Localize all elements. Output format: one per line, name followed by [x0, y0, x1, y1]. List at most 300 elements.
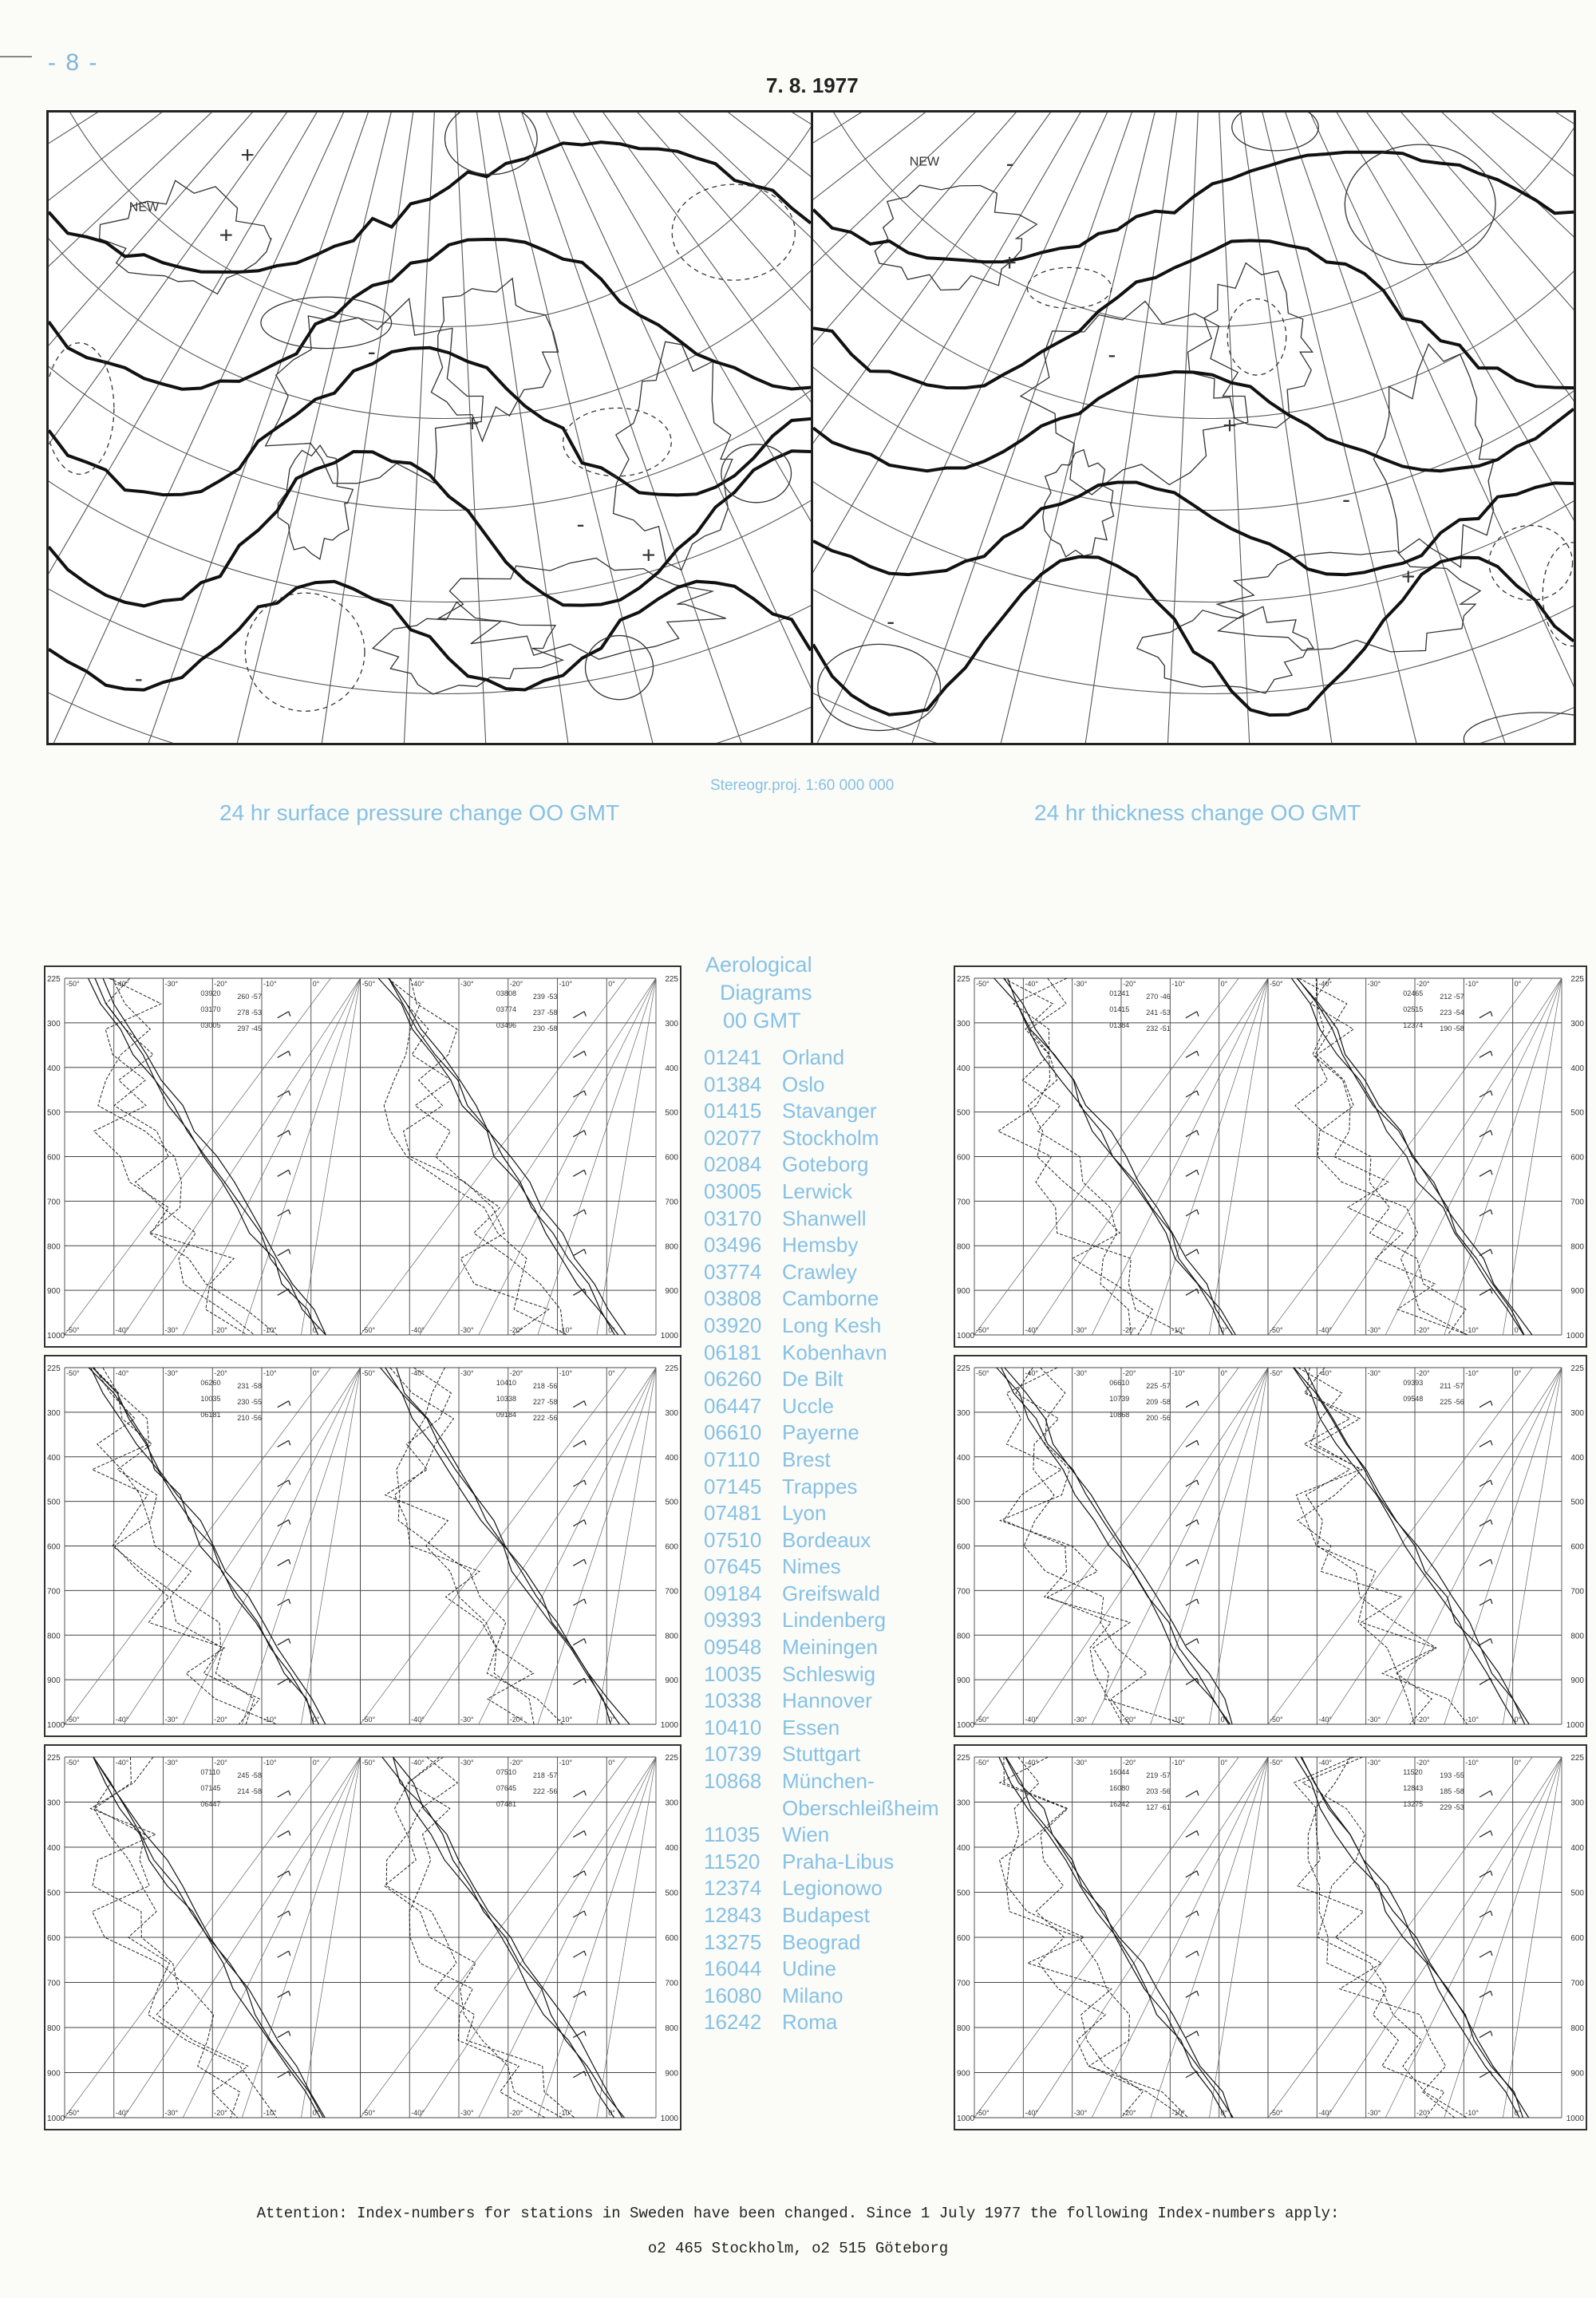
wind-barb — [1479, 1791, 1491, 1797]
wind-barb — [573, 1791, 584, 1797]
wind-barb — [1479, 1951, 1491, 1957]
map-tendency-label: + — [240, 142, 255, 169]
wind-barb — [1197, 1911, 1199, 1916]
temperature-tick: -40° — [411, 1369, 425, 1377]
station-row — [704, 1232, 951, 1259]
pressure-label: 300 — [1570, 1019, 1584, 1029]
pressure-label: 300 — [665, 1799, 678, 1808]
coastline — [1188, 263, 1313, 428]
temperature-tick: -40° — [411, 1759, 425, 1767]
pressure-label: 900 — [957, 1676, 970, 1686]
wind-barb — [584, 2071, 586, 2076]
wind-barbs — [1479, 1012, 1492, 1296]
meridian-line — [49, 113, 445, 743]
wind-barb — [289, 1170, 290, 1175]
station-row — [704, 1500, 951, 1527]
map-graticule — [49, 113, 811, 743]
meridian-line — [813, 113, 1209, 743]
aerological-diagram-2-drawing — [45, 1356, 680, 1735]
pressure-label: 800 — [47, 1242, 61, 1252]
meridian-line — [813, 113, 1209, 743]
temperature-tick: -50° — [361, 2109, 376, 2117]
station-row — [704, 1607, 951, 1634]
station-row — [704, 1340, 951, 1367]
wind-barb — [289, 1250, 290, 1254]
thickness-change-map-drawing — [813, 113, 1574, 743]
meridian-line — [445, 113, 522, 743]
wind-barb — [278, 1678, 289, 1684]
temperature-tick: -10° — [559, 980, 573, 988]
pressure-label: 300 — [665, 1408, 678, 1418]
wind-barb — [1479, 1559, 1491, 1566]
station-code: 10410 — [704, 1715, 762, 1739]
wind-barb — [573, 1401, 584, 1408]
station-name: Stockholm — [782, 1125, 879, 1150]
pressure-label: 600 — [665, 1934, 678, 1943]
wind-barb — [289, 1911, 290, 1916]
meridian-line — [980, 113, 1208, 743]
tropopause-value: 211 -57 — [1440, 1382, 1464, 1390]
station-index: 12843 — [1403, 1784, 1424, 1792]
pressure-label: 400 — [665, 1844, 678, 1853]
temperature-tick: 0° — [1220, 1716, 1228, 1724]
temperature-tick: -10° — [1171, 1716, 1185, 1724]
wind-barb — [278, 1871, 289, 1877]
wind-barb — [289, 1991, 290, 1996]
temperature-tick: -20° — [509, 1369, 523, 1377]
pressure-label: 600 — [665, 1153, 678, 1163]
station-code: 12843 — [704, 1903, 762, 1927]
wind-barb — [573, 1871, 584, 1877]
wind-barb — [1186, 1520, 1197, 1526]
temperature-tick: -50° — [1270, 1326, 1283, 1334]
temperature-tick: -30° — [164, 1716, 179, 1724]
temperature-tick: -20° — [214, 2109, 227, 2117]
station-index: 07510 — [496, 1768, 516, 1776]
wind-barb — [1479, 1871, 1491, 1877]
temperature-tick: -40° — [1025, 1326, 1038, 1334]
wind-barb — [1491, 1210, 1492, 1214]
temperature-tick: -40° — [1025, 1369, 1038, 1377]
diagram-grid — [974, 978, 1562, 1335]
temperature-tick: 0° — [608, 1369, 615, 1377]
tropopause-value: 278 -53 — [237, 1009, 262, 1017]
station-code: 06260 — [704, 1367, 762, 1392]
temperature-tick: -40° — [411, 1326, 425, 1334]
wind-barb — [573, 1440, 584, 1447]
wind-barb — [289, 1051, 290, 1056]
parallel-circle — [49, 113, 811, 511]
temperature-tick: 0° — [312, 1759, 320, 1767]
pressure-label: 600 — [47, 1934, 61, 1943]
wind-barb — [1197, 1440, 1199, 1445]
wind-barb — [1186, 1639, 1197, 1645]
wind-barb — [584, 1131, 586, 1135]
wind-barb — [1491, 1830, 1492, 1835]
wind-barb — [1479, 1830, 1491, 1837]
footnote-line-1: Attention: Index-numbers for stations in Sweden have been changed. Since 1 July 1977 the following Index-numbers apply: — [256, 2205, 1340, 2222]
station-name: Stavanger — [782, 1099, 877, 1123]
station-row — [704, 1206, 951, 1233]
wind-barb — [289, 1791, 290, 1795]
station-row — [704, 1741, 951, 1768]
parallel-circle — [813, 113, 1574, 694]
station-name: Stuttgart — [782, 1742, 861, 1767]
temperature-tick: -10° — [559, 1716, 573, 1724]
station-code: 16080 — [704, 1983, 762, 2008]
tropopause-value: 232 -51 — [1146, 1025, 1171, 1033]
wind-barb — [289, 2031, 290, 2036]
temperature-tick: -50° — [66, 2109, 80, 2117]
pressure-label: 500 — [47, 1498, 61, 1507]
station-name: Goteborg — [782, 1152, 869, 1177]
temperature-tick: -20° — [1123, 1326, 1136, 1334]
station-row — [704, 1098, 951, 1125]
station-index: 07110 — [200, 1768, 220, 1776]
station-row — [704, 1259, 951, 1286]
temperature-tick: -40° — [1318, 1716, 1332, 1724]
pressure-label: 1000 — [1566, 1332, 1584, 1340]
temperature-tick: 0° — [1514, 1716, 1522, 1724]
meridian-line — [813, 113, 1209, 743]
temperature-tick: -20° — [1416, 1716, 1430, 1724]
station-code: 07510 — [704, 1527, 762, 1552]
pressure-label: 900 — [957, 2069, 970, 2079]
wind-barb — [278, 1520, 289, 1526]
wind-barb — [1197, 1012, 1199, 1017]
map-tendency-label: + — [465, 410, 480, 437]
legend-title-line-2: Diagrams — [720, 981, 812, 1005]
pressure-label: 900 — [1570, 1287, 1584, 1297]
pressure-label: 400 — [1570, 1844, 1584, 1853]
pressure-label: 300 — [957, 1408, 970, 1418]
station-row — [704, 1581, 951, 1608]
tropopause-value: 200 -56 — [1146, 1414, 1171, 1422]
pressure-label: 1000 — [47, 1721, 65, 1730]
wind-barb — [584, 1830, 586, 1835]
temperature-tick: -50° — [66, 1759, 80, 1767]
wind-barb — [289, 1401, 290, 1406]
wind-barb — [278, 2071, 289, 2078]
aerological-diagram-5 — [954, 1355, 1587, 1737]
temperature-tick: 0° — [1220, 1369, 1228, 1377]
temperature-tick: -40° — [411, 2109, 425, 2117]
wind-barb — [278, 1131, 289, 1137]
station-row — [704, 1313, 951, 1340]
pressure-label: 225 — [665, 1754, 678, 1763]
temperature-tick: -40° — [115, 1326, 129, 1334]
pressure-label: 500 — [957, 1498, 970, 1507]
wind-barb — [1479, 1678, 1491, 1684]
wind-barb — [1491, 1091, 1492, 1096]
wind-barb — [1197, 1991, 1199, 1996]
pressure-label: 800 — [957, 1632, 970, 1641]
tropopause-value: 225 -57 — [1146, 1382, 1171, 1390]
temperature-tick: -10° — [263, 1759, 277, 1767]
temperature-tick: -50° — [976, 1369, 990, 1377]
temperature-tick: -30° — [1073, 980, 1088, 988]
station-index: 09393 — [1403, 1379, 1424, 1387]
temperature-tick: -30° — [460, 1326, 474, 1334]
wind-barb — [1197, 1951, 1199, 1956]
station-name: Legionowo — [782, 1876, 883, 1901]
temperature-tick: -10° — [263, 2109, 277, 2117]
station-index: 12374 — [1403, 1021, 1424, 1029]
temperature-tick: -20° — [1123, 1716, 1136, 1724]
temperature-tick: -20° — [1123, 980, 1136, 988]
temperature-tick: -40° — [1318, 1759, 1332, 1767]
station-index: 03005 — [200, 1021, 221, 1029]
pressure-label: 1000 — [660, 2114, 678, 2123]
station-row — [704, 1661, 951, 1688]
pressure-label: 500 — [665, 1108, 678, 1118]
wind-barb — [278, 1289, 289, 1295]
temperature-tick: -20° — [1123, 1759, 1136, 1767]
station-row — [704, 1072, 951, 1099]
temperature-tick: -20° — [214, 1759, 227, 1767]
station-code: 07145 — [704, 1474, 762, 1498]
wind-barb — [1479, 1131, 1491, 1137]
station-index: 07481 — [496, 1800, 516, 1808]
station-code: 16044 — [704, 1956, 762, 1981]
station-code: 11520 — [704, 1849, 760, 1874]
wind-barb — [1479, 1440, 1491, 1447]
thickness-change-map — [811, 110, 1576, 745]
meridian-line — [1209, 113, 1574, 743]
temperature-tick: -30° — [1073, 1369, 1088, 1377]
station-name: Crawley — [782, 1259, 857, 1284]
temperature-tick: -50° — [361, 980, 376, 988]
meridian-line — [1209, 113, 1437, 743]
pressure-label: 500 — [1570, 1498, 1584, 1507]
pressure-label: 225 — [1570, 1754, 1584, 1763]
temperature-tick: -10° — [559, 2109, 573, 2117]
station-row — [704, 1474, 951, 1501]
wind-barb — [278, 2031, 289, 2038]
temperature-tick: -30° — [1073, 2109, 1088, 2117]
pressure-label: 1000 — [957, 1721, 975, 1730]
coastline — [614, 342, 733, 570]
wind-barb — [584, 1012, 586, 1017]
station-index: 03170 — [200, 1005, 221, 1013]
pressure-label: 225 — [1570, 975, 1584, 984]
tropopause-value: 222 -56 — [532, 1787, 558, 1795]
wind-barb — [278, 1440, 289, 1447]
wind-barb — [278, 1639, 289, 1645]
station-index: 09548 — [1403, 1395, 1424, 1403]
meridian-line — [49, 113, 445, 743]
temperature-tick: -50° — [976, 1716, 990, 1724]
map-tendency-label: - — [887, 608, 895, 635]
temperature-tick: -30° — [460, 980, 474, 988]
map-tendency-label: - — [1341, 486, 1350, 513]
station-code: 09184 — [704, 1581, 762, 1605]
change-isoline — [818, 644, 941, 730]
wind-barb — [573, 1051, 584, 1057]
station-index: 13275 — [1403, 1800, 1424, 1808]
station-row — [704, 1768, 951, 1795]
map-tendency-label: - — [134, 665, 143, 693]
station-name: Lyon — [782, 1501, 827, 1526]
wind-barb — [584, 1480, 586, 1485]
temperature-tick: -30° — [164, 1759, 179, 1767]
temperature-tick: 0° — [1514, 1759, 1522, 1767]
pressure-label: 300 — [1570, 1799, 1584, 1808]
pressure-label: 225 — [47, 1364, 61, 1373]
station-row — [704, 1822, 951, 1849]
wind-barb — [289, 1091, 290, 1096]
meridian-line — [49, 113, 445, 743]
coastline — [100, 180, 271, 294]
tropopause-value: 218 -56 — [532, 1382, 558, 1390]
wind-barb — [289, 1951, 290, 1956]
station-row — [704, 1366, 951, 1393]
change-isoline — [1027, 267, 1111, 308]
wind-barb — [1197, 1401, 1199, 1406]
wind-barb — [1186, 1401, 1197, 1408]
meridian-line — [49, 113, 445, 743]
wind-barb — [1479, 1250, 1491, 1256]
wind-barb — [289, 1210, 290, 1214]
station-name: Lerwick — [782, 1179, 853, 1203]
surface-pressure-change-map-drawing — [49, 113, 811, 743]
wind-barb — [1479, 1051, 1491, 1057]
temperature-tick: 0° — [1514, 980, 1522, 988]
pressure-label: 800 — [47, 1632, 61, 1641]
meridian-line — [49, 113, 445, 743]
wind-barb — [1186, 2071, 1197, 2078]
wind-barb — [1479, 1012, 1491, 1018]
pressure-label: 800 — [1570, 1242, 1584, 1252]
tropopause-value: 245 -58 — [237, 1771, 262, 1779]
tropopause-value: 222 -56 — [532, 1414, 558, 1422]
station-code: 13275 — [704, 1929, 762, 1954]
wind-barb — [573, 1480, 584, 1487]
pressure-label: 500 — [665, 1889, 678, 1898]
station-name: Lindenberg — [782, 1608, 887, 1633]
map-tendency-label: + — [1223, 412, 1237, 439]
station-name: Orland — [782, 1045, 845, 1069]
tropopause-value: 229 -53 — [1440, 1803, 1464, 1811]
temperature-tick: -30° — [1073, 1326, 1088, 1334]
wind-barb — [573, 1012, 584, 1018]
meridian-line — [49, 113, 445, 743]
map-tendency-label: + — [219, 222, 234, 249]
station-index: 16044 — [1109, 1768, 1130, 1776]
wind-barb — [1197, 1871, 1199, 1876]
station-index: 01241 — [1109, 989, 1130, 997]
wind-barbs — [278, 1791, 290, 2078]
station-code: 03808 — [704, 1286, 762, 1311]
wind-barb — [289, 2071, 290, 2076]
wind-barb — [1197, 1250, 1199, 1254]
wind-barb — [1197, 1210, 1199, 1214]
wind-barbs — [1186, 1012, 1199, 1296]
temperature-tick: -20° — [509, 1759, 523, 1767]
pressure-label: 800 — [957, 2024, 970, 2033]
tropopause-value: 214 -58 — [237, 1787, 262, 1795]
pressure-label: 900 — [665, 1287, 678, 1297]
temperature-tick: -30° — [164, 1326, 179, 1334]
station-index: 03774 — [496, 1005, 516, 1013]
meridian-line — [813, 113, 1209, 743]
tropopause-value: 297 -45 — [237, 1025, 262, 1033]
temperature-tick: -20° — [1416, 2109, 1430, 2117]
pressure-label: 1000 — [1566, 2114, 1584, 2123]
temperature-tick: -10° — [1465, 1716, 1479, 1724]
temperature-tick: -50° — [976, 1326, 990, 1334]
pressure-label: 700 — [665, 1587, 678, 1597]
temperature-tick: -40° — [115, 1369, 129, 1377]
pressure-label: 700 — [1570, 1587, 1584, 1597]
coastline — [1043, 450, 1114, 557]
station-code: 10868 — [704, 1769, 762, 1794]
aerological-diagram-4 — [954, 965, 1587, 1348]
station-row — [704, 1125, 951, 1152]
temperature-tick: -10° — [1465, 1759, 1479, 1767]
station-index: 01415 — [1109, 1005, 1130, 1013]
temperature-tick: -50° — [1270, 1716, 1283, 1724]
station-row — [704, 1715, 951, 1742]
tropopause-value: 210 -56 — [237, 1414, 262, 1422]
temperature-tick: 0° — [312, 980, 320, 988]
station-index: 10338 — [496, 1395, 516, 1403]
wind-barb — [1479, 2031, 1491, 2038]
temperature-tick: 0° — [1220, 1759, 1228, 1767]
station-name: De Bilt — [782, 1367, 843, 1392]
change-isoline — [445, 113, 538, 175]
tropopause-value: 190 -58 — [1440, 1025, 1464, 1033]
wind-barb — [1186, 1791, 1197, 1797]
temperature-tick: 0° — [608, 1759, 615, 1767]
station-index: 16242 — [1109, 1800, 1130, 1808]
station-name: Nimes — [782, 1554, 841, 1579]
aerological-diagram-6 — [954, 1744, 1587, 2130]
temperature-tick: -30° — [164, 1369, 179, 1377]
map-tendency-label: + — [1002, 249, 1017, 276]
pressure-label: 225 — [957, 975, 970, 984]
wind-barb — [573, 1131, 584, 1137]
wind-barb — [573, 1091, 584, 1097]
pressure-label: 1000 — [957, 2114, 975, 2123]
aerological-diagram-2 — [44, 1355, 681, 1737]
wind-barb — [1197, 1131, 1199, 1135]
temperature-tick: -30° — [1367, 1369, 1381, 1377]
aerological-diagram-1 — [44, 965, 681, 1348]
diagram-grid — [974, 1757, 1562, 2118]
wind-barb — [584, 1678, 586, 1683]
wind-barb — [1186, 1951, 1197, 1957]
station-name: Brest — [782, 1447, 831, 1471]
parallel-circle — [813, 113, 1574, 327]
temperature-tick: -10° — [263, 1716, 277, 1724]
pressure-label: 700 — [665, 1198, 678, 1207]
map-tendency-label: NEW — [128, 200, 160, 215]
temperature-tick: -10° — [1171, 980, 1185, 988]
temperature-tick: 0° — [1220, 980, 1228, 988]
tropopause-value: 225 -56 — [1440, 1398, 1464, 1406]
temperature-tick: -40° — [1318, 1326, 1332, 1334]
station-code: 03496 — [704, 1233, 762, 1258]
wind-barbs — [1186, 1401, 1199, 1685]
wind-barb — [1186, 1170, 1197, 1176]
station-index: 06181 — [200, 1411, 221, 1419]
pressure-label: 300 — [665, 1019, 678, 1029]
pressure-label: 225 — [1570, 1364, 1584, 1373]
station-code: 02077 — [704, 1125, 762, 1150]
wind-barb — [573, 1559, 584, 1566]
temperature-tick: -40° — [411, 980, 425, 988]
